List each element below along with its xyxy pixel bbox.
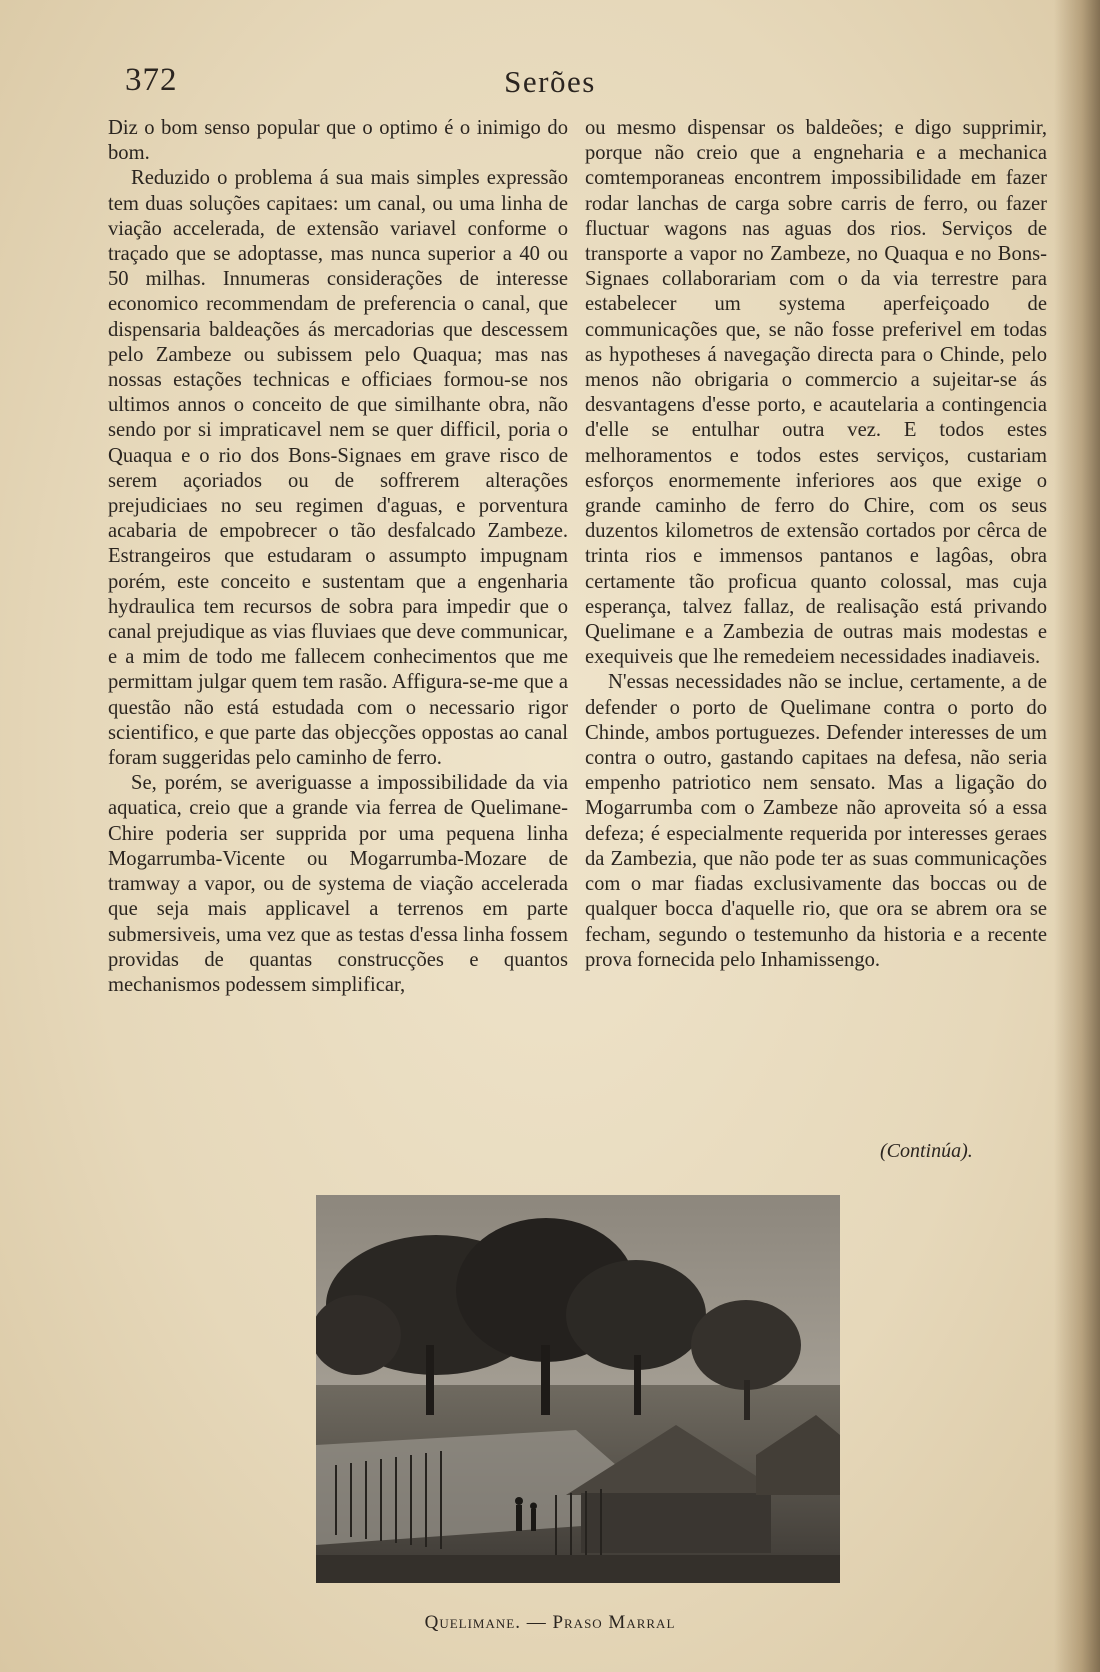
paragraph: Se, porém, se averiguasse a impossibilidade da via aquatica, creio que a grande via ferrea de Quelimane-Chire poderia ser supprida por uma pequena linha Mogarrumba-Vicente ou Mogarrumba-Mozare de tramway a vapor, ou de systema de viação accelerada que seja mais applicavel a terrenos em parte submersiveis, uma vez que as testas d'essa linha fossem providas de quantas construcções e quantos mechanismos podessem simplificar, xyxy=(108,772,568,996)
page-number: 372 xyxy=(125,62,178,98)
paragraph: Reduzido o problema á sua mais simples expressão tem duas soluções capitaes: um canal, ou uma linha de viação accelerada, de extensão variavel conforme o traçado que se adoptasse, mas nunca superior a 40 ou 50 milhas. Innumeras considerações de interesse economico recommendam de preferencia o canal, que dispensaria baldeações ás mercadorias que descessem pelo Zambeze ou subissem pelo Quaqua; mas nas nossas estações technicas e officiaes formou-se nos ultimos annos o conceito de que similhante obra, não sendo por si impraticavel nem se quer difficil, poria o Quaqua e o rio dos Bons-Signaes em grave risco de serem açoriados ou de soffrerem alterações prejudiciaes no seu regimen d'aguas, e porventura acabaria de empobrecer o tão desfalcado Zambeze. Estrangeiros que estudaram o assumpto impugnam porém, este conceito e sustentam que a engenharia hydraulica tem recursos de sobra para impedir que o canal prejudique as vias fluviaes que deve communicar, e a mim de todo me fallecem conhecimentos que me permittam julgar quem tem rasão. Affigura-se-me que a questão não está estudada com o necessario rigor scientifico, e que parte das objecções oppostas ao canal foram suggeridas pelo caminho de ferro. xyxy=(108,167,568,770)
landscape-photograph-icon xyxy=(316,1195,840,1583)
paragraph: N'essas necessidades não se inclue, certamente, a de defender o porto de Quelimane contra o porto do Chinde, ambos portuguezes. Defender interesses de um contra o outro, gastando capitaes na defesa, não seria empenho patriotico nem sensato. Mas a ligação do Mogarrumba com o Zambeze não aproveita só a essa defeza; é especialmente requerida por interesses geraes da Zambezia, que não pode ter as suas communicações com o mar fiadas exclusivamente das boccas ou de qualquer bocca d'aquelle rio, que ora se abrem ora se fecham, segundo o testemunho da historia e a recente prova fornecida pelo Inhamissengo. xyxy=(585,671,1047,971)
paragraph: ou mesmo dispensar os baldeões; e digo supprimir, porque não creio que a engneharia e a mechanica comtemporaneas encontrem impossibilidade em fazer rodar lanchas de carga sobre carris de ferro, ou fazer fluctuar wagons nas aguas dos rios. Serviços de transporte a vapor no Zambeze, no Quaqua e no Bons-Signaes collaborariam com o da via terrestre para estabelecer um systema aperfeiçoado de communicações que, se não fosse preferivel em todas as hypotheses á navegação directa para o Chinde, pelo menos não obrigaria o commercio a sujeitar-se ás desvantagens d'esse porto, e acautelaria a contingencia d'elle se entulhar outra vez. E todos estes melhoramentos e todos estes serviços, custariam esforços enormemente inferiores aos que exige o grande caminho de ferro do Chire, com os seus duzentos kilometros de extensão cortados por cêrca de trinta rios e immensos pantanos e lagôas, obra certamente tão proficua quanto colossal, mas cuja esperança, talvez fallaz, de realisação está privando Quelimane e a Zambezia de outras mais modestas e exequiveis que lhe remedeiem necessidades inadiaveis. xyxy=(585,117,1047,669)
continuation-note: (Continúa). xyxy=(880,1140,973,1162)
paragraph: Diz o bom senso popular que o optimo é o inimigo do bom. xyxy=(108,117,568,165)
running-title: Serões xyxy=(504,64,596,99)
illustration-caption: Quelimane. — Praso Marral xyxy=(424,1612,676,1633)
right-column xyxy=(585,116,1047,973)
page-edge-shadow xyxy=(1054,0,1100,1672)
left-column xyxy=(108,116,568,998)
